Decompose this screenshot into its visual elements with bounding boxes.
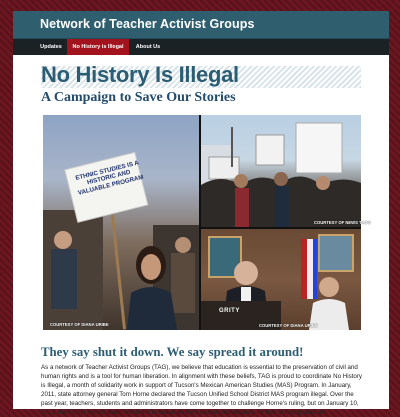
protest-photo-crowd-illustration [201, 115, 361, 227]
photo-credit-bottom-right: COURTESY OF DIANA URIBE [259, 323, 318, 328]
page-container [13, 11, 389, 416]
page-title-text: No History Is Illegal [41, 62, 239, 87]
site-title-link[interactable]: Network of Teacher Activist Groups [40, 17, 255, 31]
nav-item-updates[interactable]: Updates [40, 44, 62, 50]
protest-photo-officials [201, 229, 361, 330]
photo-collage [43, 115, 371, 330]
page-title [41, 62, 361, 88]
intro-paragraph: As a network of Teacher Activist Groups (TAG), we believe that education is essential to the preservation of civil and human rights and is a tool for human liberation. In alignment with these beliefs, TAG is proud to coordinate No History is Illegal, a month of solidarity work in support of Tucson's Mexican American Studies (MAS) Program. In January, 2011, state attorney general Tom Horne declared the Tucson Unified School District MAS program illegal. Over the past year, teachers, students and administrators have come together to challenge Horne's ruling, but on January 10, 2012, the TUSD school board voted 4-1 to cease all MAS classes immediately for fear of losing state aid. [41, 364, 362, 416]
protest-sign-text: ETHNIC STUDIES IS A HISTORIC AND VALUABLE PROGRAM [74, 159, 145, 197]
nav-item-about-us[interactable]: About Us [135, 44, 161, 50]
page-subtitle: A Campaign to Save Our Stories [41, 90, 236, 105]
photo-credit-left: COURTESY OF DIANA URIBE [50, 322, 109, 327]
protest-photo-student-illustration [43, 115, 199, 330]
site-header [13, 11, 389, 39]
podium-text: GRITY [219, 308, 240, 314]
section-heading: They say shut it down. We say spread it around! [41, 345, 304, 359]
protest-photo-student [43, 115, 199, 330]
protest-photo-officials-illustration [201, 229, 361, 330]
nav-item-no-history-is-illegal[interactable]: No History is Illegal [67, 39, 129, 55]
protest-photo-crowd [201, 115, 371, 227]
main-nav [13, 39, 389, 55]
photo-credit-top-right: COURTESY OF NEWS TACO [314, 220, 371, 225]
